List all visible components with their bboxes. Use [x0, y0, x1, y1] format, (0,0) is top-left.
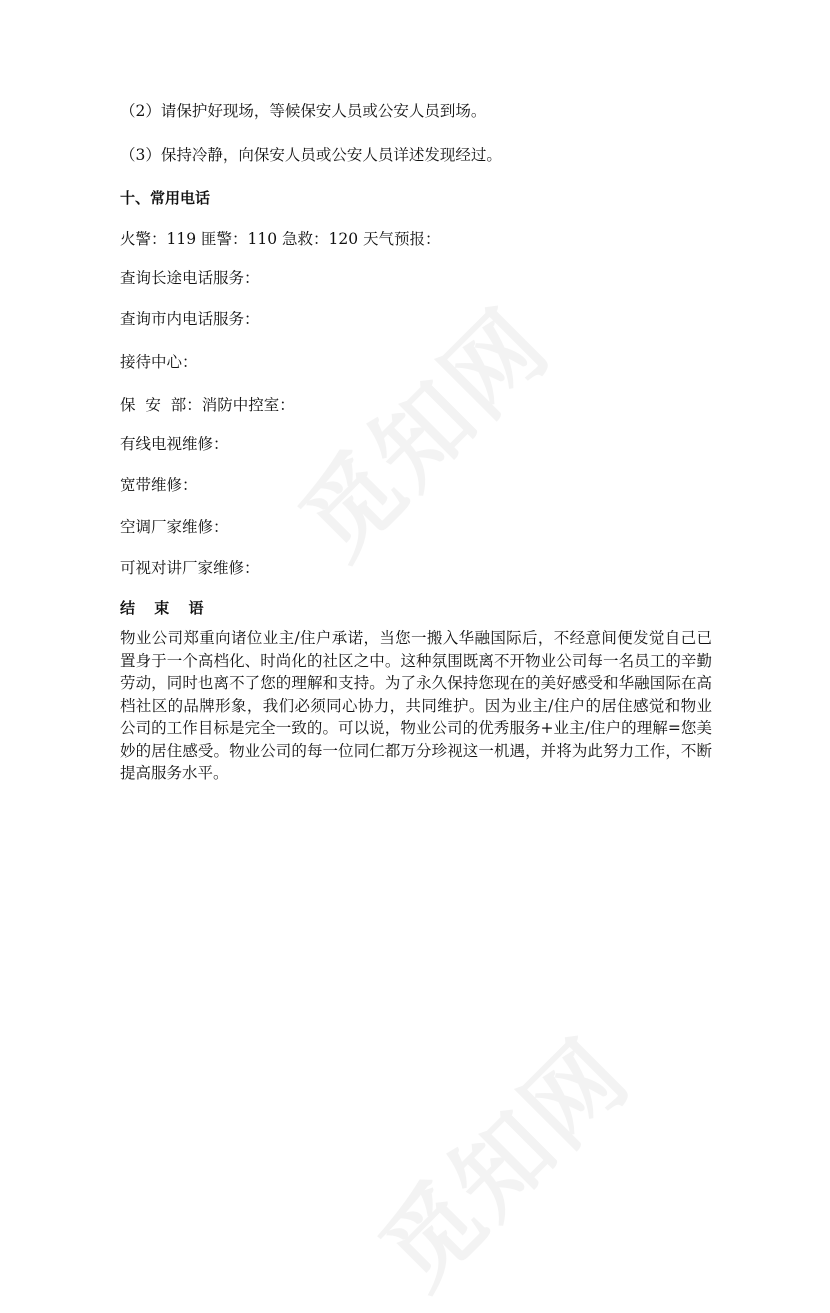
ac-repair-line: 空调厂家维修： — [120, 518, 229, 536]
emergency-numbers: 火警：119 匪警：110 急救：120 天气预报： — [120, 230, 441, 248]
watermark — [265, 274, 574, 583]
intercom-repair-line: 可视对讲厂家维修： — [120, 559, 260, 577]
section-heading: 十、常用电话 — [120, 189, 211, 207]
reception-line: 接待中心： — [120, 353, 198, 371]
long-distance-line: 查询长途电话服务： — [120, 269, 260, 287]
watermark-bottom — [345, 1004, 654, 1313]
list-item-2: （2）请保护好现场，等候保安人员或公安人员到场。 — [120, 102, 487, 120]
cable-tv-line: 有线电视维修： — [120, 435, 229, 453]
closing-title: 结 束 语 — [120, 599, 211, 617]
list-item-3: （3）保持冷静，向保安人员或公安人员详述发现经过。 — [120, 146, 502, 164]
broadband-line: 宽带维修： — [120, 476, 198, 494]
local-phone-line: 查询市内电话服务： — [120, 310, 260, 328]
closing-paragraph: 物业公司郑重向诸位业主/住户承诺，当您一搬入华融国际后，不经意间便发觉自己已置身于一个高档化、时尚化的社区之中。这种氛围既离不开物业公司每一名员工的辛勤劳动，同时也离不了您的理解和支持。为了永久保持您现在的美好感受和华融国际在高档社区的品牌形象，我们必须同心协力，共同维护。因为业主/住户的居住感觉和物业公司的工作目标是完全一致的。可以说，物业公司的优秀服务+业主/住户的理解=您美妙的居住感受。物业公司的每一位同仁都万分珍视这一机遇，并将为此努力工作，不断提高服务水平。 — [120, 629, 712, 782]
security-line: 保 安 部：消防中控室： — [120, 396, 295, 414]
